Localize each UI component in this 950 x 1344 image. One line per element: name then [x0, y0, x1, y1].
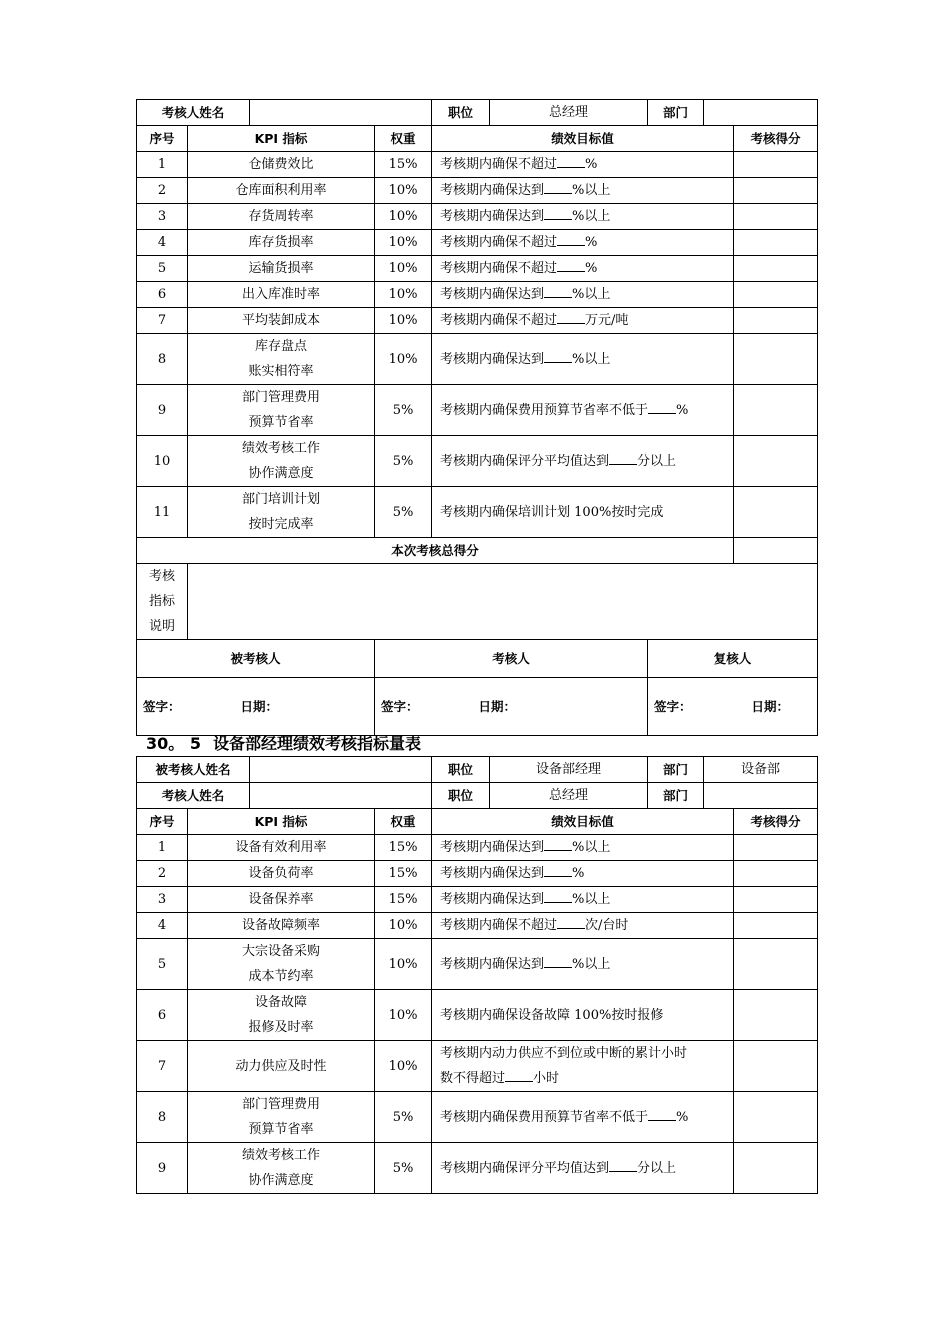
row-kpi	[188, 1041, 375, 1092]
fill-blank[interactable]	[544, 181, 572, 194]
row-kpi	[188, 436, 375, 487]
target-text: 考核期内动力供应不到位或中断的累计小时	[440, 1046, 688, 1061]
col-weight-header: 权重	[375, 126, 432, 152]
row-seq: 4	[137, 913, 188, 939]
table-row	[137, 887, 818, 913]
table-row	[137, 178, 818, 204]
target-text: 考核期内确保达到	[440, 840, 545, 855]
row-target-line	[440, 398, 733, 423]
table-row	[137, 861, 818, 887]
rechecker-label: 复核人	[648, 640, 818, 678]
total-score-cell[interactable]	[734, 538, 818, 564]
row-weight: 10%	[375, 334, 432, 385]
row-kpi-line: 报修及时率	[248, 1020, 314, 1035]
row-kpi-line: 设备有效利用率	[235, 840, 327, 855]
row-weight: 10%	[375, 230, 432, 256]
row-kpi	[188, 385, 375, 436]
target-text: 考核期内确保不超过	[440, 235, 558, 250]
table-row	[137, 334, 818, 385]
target-text: 考核期内确保达到	[440, 956, 545, 972]
row-seq: 5	[137, 256, 188, 282]
row-target	[432, 1143, 734, 1194]
table-row	[137, 487, 818, 538]
target-suffix: %	[585, 235, 598, 250]
table-row	[137, 1143, 818, 1194]
row-target-line	[440, 178, 733, 203]
row-score[interactable]	[734, 230, 818, 256]
section-title-text: 设备部经理绩效考核指标量表	[212, 734, 421, 753]
table-row	[137, 436, 818, 487]
target-suffix: %以上	[572, 209, 611, 224]
header-info-row	[137, 100, 818, 126]
target-suffix: 分以上	[637, 453, 677, 469]
row-kpi-line: 预算节省率	[248, 415, 314, 430]
row-score[interactable]	[734, 913, 818, 939]
reviewee-signature-cell[interactable]	[137, 678, 375, 736]
row-kpi	[188, 1143, 375, 1194]
target-text: 考核期内确保达到	[440, 866, 545, 881]
row-weight: 10%	[375, 1041, 432, 1092]
row-weight: 10%	[375, 913, 432, 939]
dept-label: 部门	[648, 100, 704, 126]
row-kpi-line: 存货周转率	[248, 209, 314, 224]
assessor-label: 考核人	[375, 640, 648, 678]
row-target	[432, 835, 734, 861]
row-seq: 7	[137, 308, 188, 334]
sign-label: 签字：	[654, 699, 692, 714]
row-kpi-line: 设备保养率	[248, 892, 314, 907]
row-score[interactable]	[734, 887, 818, 913]
fill-blank[interactable]	[557, 155, 585, 168]
reviewee-dept-value[interactable]: 设备部	[704, 757, 818, 783]
target-text: 考核期内确保达到	[440, 209, 545, 224]
row-kpi-line: 部门管理费用	[242, 390, 321, 405]
explain-content[interactable]	[188, 564, 818, 640]
row-weight: 10%	[375, 308, 432, 334]
row-seq: 8	[137, 1092, 188, 1143]
row-kpi	[188, 308, 375, 334]
col-weight-header: 权重	[375, 809, 432, 835]
table-row	[137, 256, 818, 282]
row-target-line	[440, 347, 733, 372]
target-suffix: %	[676, 1109, 689, 1125]
row-kpi-line: 部门管理费用	[242, 1097, 321, 1112]
row-weight: 5%	[375, 436, 432, 487]
row-target	[432, 308, 734, 334]
row-score[interactable]	[734, 334, 818, 385]
total-label: 本次考核总得分	[137, 538, 734, 564]
table-row	[137, 1041, 818, 1092]
section-number: 30。 5	[146, 734, 201, 753]
row-seq: 9	[137, 385, 188, 436]
row-score[interactable]	[734, 1143, 818, 1194]
reviewee-info-row	[137, 757, 818, 783]
row-kpi	[188, 204, 375, 230]
total-row	[137, 538, 818, 564]
table-row	[137, 152, 818, 178]
row-score[interactable]	[734, 939, 818, 990]
row-target	[432, 230, 734, 256]
row-score[interactable]	[734, 835, 818, 861]
row-weight: 10%	[375, 178, 432, 204]
row-seq: 1	[137, 835, 188, 861]
row-weight: 15%	[375, 152, 432, 178]
row-weight: 10%	[375, 256, 432, 282]
assessor-info-row	[137, 783, 818, 809]
row-score[interactable]	[734, 308, 818, 334]
target-suffix: %以上	[572, 892, 611, 907]
row-target-line	[440, 887, 733, 912]
row-target	[432, 178, 734, 204]
fill-blank[interactable]	[544, 207, 572, 220]
dept-label: 部门	[648, 757, 704, 783]
target-text: 考核期内确保评分平均值达到	[440, 1160, 610, 1176]
column-header-row	[137, 126, 818, 152]
row-target-line	[440, 152, 733, 177]
fill-blank[interactable]	[648, 1108, 676, 1121]
fill-blank[interactable]	[544, 350, 572, 363]
position-label: 职位	[432, 100, 490, 126]
row-kpi-line: 设备故障	[255, 995, 308, 1010]
table-row	[137, 282, 818, 308]
assessor-name-value[interactable]	[250, 100, 432, 126]
row-kpi	[188, 1092, 375, 1143]
col-kpi-header: KPI 指标	[188, 126, 375, 152]
fill-blank[interactable]	[609, 1159, 637, 1172]
target-suffix: %	[676, 402, 689, 418]
target-suffix: 分以上	[637, 1160, 677, 1176]
target-text: 考核期内确保不超过	[440, 157, 558, 172]
reviewee-name-label: 被考核人姓名	[137, 757, 250, 783]
row-target	[432, 861, 734, 887]
row-weight: 10%	[375, 282, 432, 308]
row-target	[432, 990, 734, 1041]
explain-label	[137, 564, 188, 640]
row-target-line	[440, 1041, 733, 1066]
assessor-name-label: 考核人姓名	[137, 100, 250, 126]
row-target	[432, 282, 734, 308]
row-target	[432, 1041, 734, 1092]
row-target-line	[440, 1105, 733, 1130]
row-kpi-line: 绩效考核工作	[242, 441, 321, 456]
row-seq: 5	[137, 939, 188, 990]
date-label: 日期：	[751, 699, 790, 714]
row-target-line	[440, 1156, 733, 1181]
row-weight: 15%	[375, 887, 432, 913]
row-kpi	[188, 835, 375, 861]
row-weight: 15%	[375, 861, 432, 887]
row-target	[432, 204, 734, 230]
fill-blank[interactable]	[544, 285, 572, 298]
row-target-line	[440, 835, 733, 860]
target-suffix: 次/台时	[585, 918, 629, 933]
target-text: 考核期内确保培训计划 100%按时完成	[440, 504, 664, 520]
row-seq: 3	[137, 204, 188, 230]
row-kpi-line: 大宗设备采购	[242, 944, 321, 959]
table-row	[137, 308, 818, 334]
target-text: 考核期内确保达到	[440, 287, 545, 302]
assessor-name-value[interactable]	[250, 783, 432, 809]
row-score[interactable]	[734, 990, 818, 1041]
row-score[interactable]	[734, 282, 818, 308]
col-target-header: 绩效目标值	[432, 809, 734, 835]
row-kpi-line: 协作满意度	[248, 1173, 314, 1188]
row-kpi-line: 设备负荷率	[248, 866, 314, 881]
row-target-line	[440, 952, 733, 977]
row-kpi-line: 仓库面积利用率	[235, 183, 327, 198]
row-kpi-line: 运输货损率	[248, 261, 314, 276]
signature-header-row	[137, 640, 818, 678]
dept-value[interactable]	[704, 100, 818, 126]
row-score[interactable]	[734, 256, 818, 282]
row-weight: 10%	[375, 990, 432, 1041]
row-seq: 2	[137, 178, 188, 204]
target-text: 考核期内确保不超过	[440, 261, 558, 276]
table-row	[137, 939, 818, 990]
row-kpi-line: 库存盘点	[255, 339, 308, 354]
row-target	[432, 487, 734, 538]
row-weight: 10%	[375, 939, 432, 990]
fill-blank[interactable]	[609, 452, 637, 465]
row-kpi	[188, 334, 375, 385]
dept-label: 部门	[648, 783, 704, 809]
sign-label: 签字：	[143, 699, 181, 714]
col-seq-header: 序号	[137, 126, 188, 152]
target-text: 数不得超过	[440, 1071, 506, 1086]
fill-blank[interactable]	[544, 890, 572, 903]
table-row	[137, 990, 818, 1041]
table-row	[137, 385, 818, 436]
target-suffix: 小时	[533, 1071, 560, 1086]
row-kpi	[188, 887, 375, 913]
row-weight: 5%	[375, 1092, 432, 1143]
position-label: 职位	[432, 757, 490, 783]
row-target-line	[440, 861, 733, 886]
signature-row	[137, 678, 818, 736]
row-score[interactable]	[734, 861, 818, 887]
date-label: 日期：	[240, 699, 279, 714]
row-score[interactable]	[734, 204, 818, 230]
target-suffix: %以上	[572, 956, 611, 972]
row-target-line	[440, 282, 733, 307]
target-suffix: %以上	[572, 840, 611, 855]
row-target-line	[440, 1003, 733, 1028]
target-suffix: 万元/吨	[585, 313, 629, 328]
row-target-line	[440, 1066, 733, 1091]
row-weight: 5%	[375, 1143, 432, 1194]
row-target	[432, 256, 734, 282]
explain-label-line: 说明	[148, 619, 175, 634]
row-weight: 5%	[375, 385, 432, 436]
fill-blank[interactable]	[544, 838, 572, 851]
row-seq: 6	[137, 282, 188, 308]
row-target-line	[440, 913, 733, 938]
row-target	[432, 913, 734, 939]
target-text: 考核期内确保评分平均值达到	[440, 453, 610, 469]
row-score[interactable]	[734, 178, 818, 204]
row-kpi-line: 部门培训计划	[242, 492, 321, 507]
row-kpi	[188, 939, 375, 990]
target-suffix: %	[585, 157, 598, 172]
assessor-dept-value[interactable]	[704, 783, 818, 809]
target-text: 考核期内确保设备故障 100%按时报修	[440, 1007, 664, 1023]
row-kpi	[188, 178, 375, 204]
assessor-position-value[interactable]: 总经理	[490, 783, 648, 809]
position-value[interactable]: 总经理	[490, 100, 648, 126]
row-kpi	[188, 152, 375, 178]
reviewee-label: 被考核人	[137, 640, 375, 678]
row-kpi-line: 仓储费效比	[248, 157, 314, 172]
row-target	[432, 436, 734, 487]
row-target	[432, 939, 734, 990]
row-weight: 5%	[375, 487, 432, 538]
row-target	[432, 334, 734, 385]
row-seq: 10	[137, 436, 188, 487]
sign-label: 签字：	[381, 699, 419, 714]
row-kpi-line: 出入库准时率	[242, 287, 321, 302]
target-text: 考核期内确保费用预算节省率不低于	[440, 1109, 649, 1125]
row-kpi-line: 成本节约率	[248, 969, 314, 984]
assessor-signature-cell[interactable]	[375, 678, 648, 736]
row-kpi	[188, 990, 375, 1041]
row-kpi	[188, 256, 375, 282]
row-score[interactable]	[734, 152, 818, 178]
row-kpi	[188, 487, 375, 538]
table-row	[137, 204, 818, 230]
row-kpi	[188, 861, 375, 887]
row-weight: 15%	[375, 835, 432, 861]
position-label: 职位	[432, 783, 490, 809]
col-seq-header: 序号	[137, 809, 188, 835]
row-target-line	[440, 449, 733, 474]
table-row	[137, 230, 818, 256]
reviewee-name-value[interactable]	[250, 757, 432, 783]
rechecker-signature-cell[interactable]	[648, 678, 818, 736]
reviewee-position-value[interactable]: 设备部经理	[490, 757, 648, 783]
target-suffix: %以上	[572, 183, 611, 198]
col-target-header: 绩效目标值	[432, 126, 734, 152]
explain-label-line: 考核	[148, 569, 175, 584]
row-target-line	[440, 230, 733, 255]
fill-blank[interactable]	[557, 259, 585, 272]
assessment-table-warehouse-manager	[136, 99, 818, 736]
row-kpi	[188, 913, 375, 939]
row-seq: 4	[137, 230, 188, 256]
row-kpi	[188, 282, 375, 308]
col-kpi-header: KPI 指标	[188, 809, 375, 835]
row-seq: 9	[137, 1143, 188, 1194]
row-target	[432, 1092, 734, 1143]
row-kpi	[188, 230, 375, 256]
target-suffix: %	[585, 261, 598, 276]
row-kpi-line: 库存货损率	[248, 235, 314, 250]
date-label: 日期：	[478, 699, 517, 714]
target-text: 考核期内确保不超过	[440, 313, 558, 328]
fill-blank[interactable]	[505, 1069, 533, 1082]
assessor-name-label: 考核人姓名	[137, 783, 250, 809]
row-kpi-line: 账实相符率	[248, 364, 314, 379]
target-text: 考核期内确保费用预算节省率不低于	[440, 402, 649, 418]
table-row	[137, 835, 818, 861]
row-kpi-line: 预算节省率	[248, 1122, 314, 1137]
row-score[interactable]	[734, 385, 818, 436]
row-score[interactable]	[734, 1041, 818, 1092]
target-suffix: %	[572, 866, 585, 881]
row-kpi-line: 动力供应及时性	[235, 1058, 327, 1074]
fill-blank[interactable]	[557, 916, 585, 929]
row-target-line	[440, 308, 733, 333]
column-header-row	[137, 809, 818, 835]
section-title	[146, 733, 421, 755]
fill-blank[interactable]	[557, 233, 585, 246]
col-score-header: 考核得分	[734, 809, 818, 835]
fill-blank[interactable]	[557, 311, 585, 324]
fill-blank[interactable]	[648, 401, 676, 414]
row-seq: 1	[137, 152, 188, 178]
target-text: 考核期内确保达到	[440, 351, 545, 367]
target-text: 考核期内确保达到	[440, 892, 545, 907]
explain-label-line: 指标	[148, 594, 175, 609]
row-score[interactable]	[734, 1092, 818, 1143]
row-target-line	[440, 204, 733, 229]
row-seq: 2	[137, 861, 188, 887]
target-suffix: %以上	[572, 351, 611, 367]
row-score[interactable]	[734, 487, 818, 538]
fill-blank[interactable]	[544, 955, 572, 968]
row-seq: 8	[137, 334, 188, 385]
table-row	[137, 913, 818, 939]
fill-blank[interactable]	[544, 864, 572, 877]
row-score[interactable]	[734, 436, 818, 487]
row-kpi-line: 按时完成率	[248, 517, 314, 532]
row-seq: 7	[137, 1041, 188, 1092]
row-target-line	[440, 256, 733, 281]
explain-row	[137, 564, 818, 640]
row-target	[432, 152, 734, 178]
row-target-line	[440, 500, 733, 525]
row-kpi-line: 绩效考核工作	[242, 1148, 321, 1163]
target-text: 考核期内确保不超过	[440, 918, 558, 933]
row-seq: 3	[137, 887, 188, 913]
target-text: 考核期内确保达到	[440, 183, 545, 198]
assessment-table-equipment-manager	[136, 756, 818, 1194]
row-kpi-line: 设备故障频率	[242, 918, 321, 933]
row-kpi-line: 平均装卸成本	[242, 313, 321, 328]
row-weight: 10%	[375, 204, 432, 230]
row-seq: 6	[137, 990, 188, 1041]
row-kpi-line: 协作满意度	[248, 466, 314, 481]
row-seq: 11	[137, 487, 188, 538]
row-target	[432, 887, 734, 913]
table-row	[137, 1092, 818, 1143]
col-score-header: 考核得分	[734, 126, 818, 152]
target-suffix: %以上	[572, 287, 611, 302]
row-target	[432, 385, 734, 436]
